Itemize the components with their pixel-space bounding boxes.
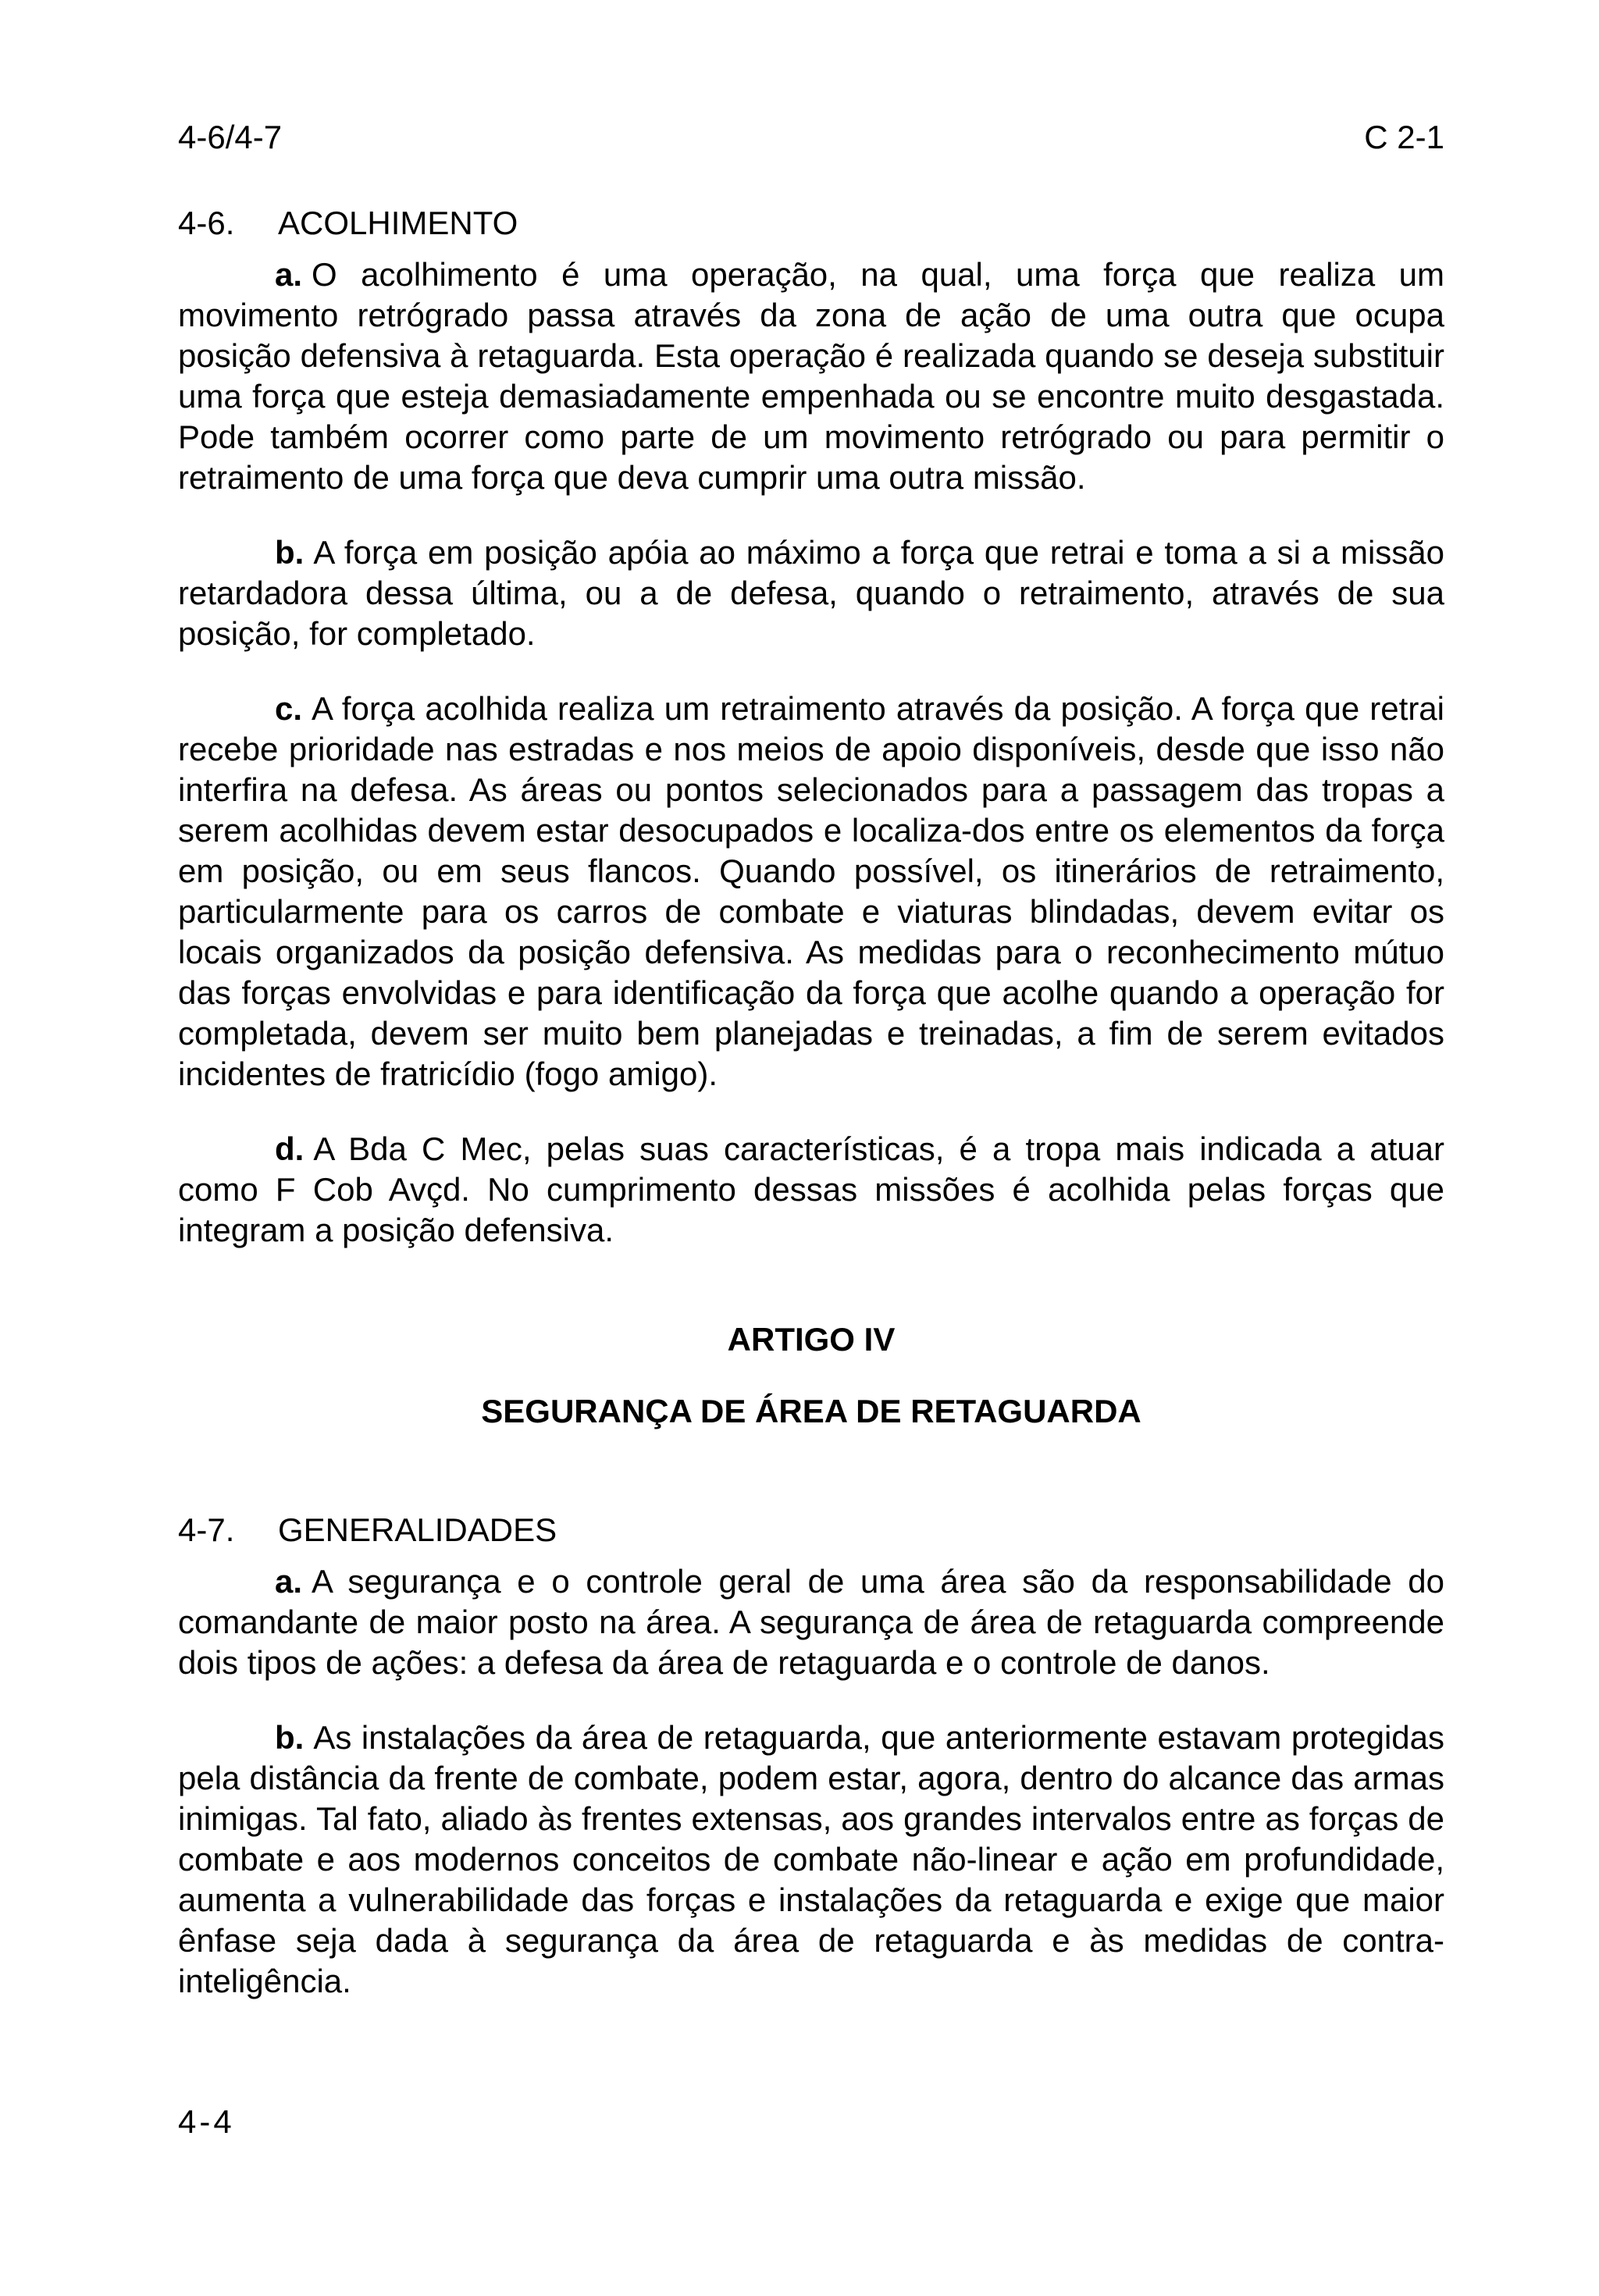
paragraph-4-6-a xyxy=(178,255,1444,498)
paragraph-4-6-d xyxy=(178,1129,1444,1251)
running-header xyxy=(178,117,1444,158)
section-number: 4-6. xyxy=(178,205,235,241)
document-page xyxy=(178,117,1444,2225)
paragraph-text: A segurança e o controle geral de uma área são da responsabilidade do comandante de maior posto na área. A segurança de área de retaguarda compreende dois tipos de ações: a defesa da área de retaguarda e o controle de danos. xyxy=(178,1563,1444,1681)
item-marker: c. xyxy=(275,690,303,727)
item-marker: b. xyxy=(275,1719,304,1756)
section-heading-4-6 xyxy=(178,203,1444,244)
item-marker: b. xyxy=(275,534,304,571)
item-marker: a. xyxy=(275,256,303,293)
section-title: GENERALIDADES xyxy=(278,1511,557,1548)
paragraph-text: O acolhimento é uma operação, na qual, uma força que realiza um movimento retrógrado passa através da zona de ação de uma outra que ocupa posição defensiva à retaguarda. Esta operação é realizada quando se deseja substituir uma força que esteja demasiadamente empenhada ou se encontre muito desgastada. Pode também ocorrer como parte de um movimento retrógrado ou para permitir o retraimento de uma força que deva cumprir uma outra missão. xyxy=(178,256,1444,496)
article-title: ARTIGO IV xyxy=(727,1321,896,1358)
item-marker: a. xyxy=(275,1563,303,1600)
section-number: 4-7. xyxy=(178,1511,235,1548)
section-title: ACOLHIMENTO xyxy=(278,205,518,241)
paragraph-text: As instalações da área de retaguarda, que anteriormente estavam protegidas pela distância da frente de combate, podem estar, agora, dentro do alcance das armas inimigas. Tal fato, aliado às frentes extensas, aos grandes intervalos entre as forças de combate e aos modernos conceitos de combate não-linear e ação em profundidade, aumenta a vulnerabilidade das forças e instalações da retaguarda e exige que maior ênfase seja dada à segurança da área de retaguarda e às medidas de contra-inteligência. xyxy=(178,1719,1444,1999)
paragraph-text: A força em posição apóia ao máximo a força que retrai e toma a si a missão retardadora dessa última, ou a de defesa, quando o retraimento, através de sua posição, for completado. xyxy=(178,534,1444,652)
paragraph-4-7-b xyxy=(178,1718,1444,2002)
paragraph-4-7-a xyxy=(178,1561,1444,1683)
item-marker: d. xyxy=(275,1130,304,1167)
page-number: 4-4 xyxy=(178,2103,235,2140)
header-section-range: 4-6/4-7 xyxy=(178,119,283,155)
header-manual-code: C 2-1 xyxy=(1364,119,1444,155)
paragraph-4-6-c xyxy=(178,689,1444,1095)
section-heading-4-7 xyxy=(178,1510,1444,1550)
paragraph-text: A força acolhida realiza um retraimento através da posição. A força que retrai recebe prioridade nas estradas e nos meios de apoio disponíveis, desde que isso não interfira na defesa. As áreas ou pontos selecionados para a passagem das tropas a serem acolhidas devem estar desocupados e localiza-dos entre os elementos da força em posição, ou em seus flancos. Quando possível, os itinerários de retraimento, particularmente para os carros de combate e viaturas blindadas, devem evitar os locais organizados da posição defensiva. As medidas para o reconhecimento mútuo das forças envolvidas e para identificação da força que acolhe quando a operação for completada, devem ser muito bem planejadas e treinadas, a fim de serem evitados incidentes de fratricídio (fogo amigo). xyxy=(178,690,1444,1092)
paragraph-4-6-b xyxy=(178,532,1444,654)
article-subtitle: SEGURANÇA DE ÁREA DE RETAGUARDA xyxy=(481,1393,1141,1429)
paragraph-text: A Bda C Mec, pelas suas características, é a tropa mais indicada a atuar como F Cob Avçd. No cumprimento dessas missões é acolhida pelas forças que integram a posição defensiva. xyxy=(178,1130,1444,1248)
